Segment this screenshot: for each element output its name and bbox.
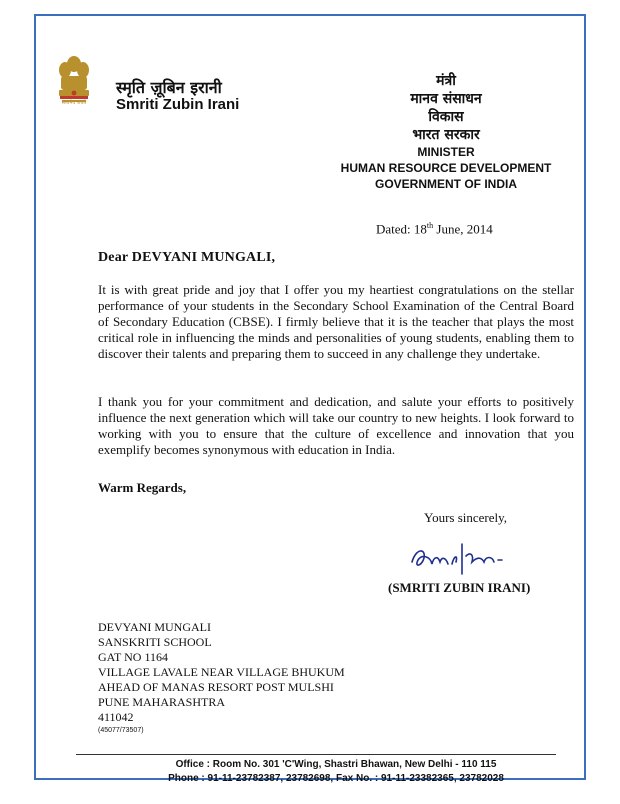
- recipient-address: [98, 620, 345, 725]
- footer-office: Office : Room No. 301 'C'Wing, Shastri Bhawan, New Delhi - 110 115: [175, 759, 497, 770]
- warm-regards: Warm Regards,: [98, 480, 187, 495]
- ministry-line-1: मंत्री: [436, 73, 456, 89]
- signature: [406, 534, 514, 578]
- reference-code: (45077/73507): [98, 727, 144, 734]
- ministry-block: [326, 72, 566, 192]
- footer: [76, 758, 596, 786]
- national-emblem-icon: [56, 54, 92, 116]
- date-suffix: th: [426, 221, 434, 230]
- yours-sincerely: Yours sincerely,: [424, 510, 508, 525]
- address-line: AHEAD OF MANAS RESORT POST MULSHI: [98, 680, 334, 694]
- sender-name-hindi: स्मृति ज़ूबिन इरानी: [116, 78, 222, 97]
- paragraph-1: It is with great pride and joy that I offer you my heartiest congratulations on the stellar performance of your students in the Secondary School Examination of the Central Board of Secondary Education (CBSE). I firmly believe that it is the teacher that plays the most critical role in influencing the minds and personalities of young students, enabling them to discover their talents and preparing them to succeed in any challenge they undertake.: [98, 282, 574, 361]
- emblem-motto: सत्यमेव जयते: [61, 100, 87, 106]
- sender-name-english: Smriti Zubin Irani: [116, 96, 240, 113]
- ministry-line-4: भारत सरकार: [412, 127, 480, 143]
- address-line: SANSKRITI SCHOOL: [98, 635, 212, 649]
- address-line: PUNE MAHARASHTRA: [98, 695, 226, 709]
- address-line: GAT NO 1164: [98, 650, 169, 664]
- ministry-line-7: GOVERNMENT OF INDIA: [374, 177, 517, 191]
- salutation: Dear DEVYANI MUNGALI,: [98, 250, 276, 265]
- address-line: VILLAGE LAVALE NEAR VILLAGE BHUKUM: [98, 665, 345, 679]
- letter-date: [376, 221, 493, 237]
- footer-divider: [76, 754, 556, 755]
- address-line: 411042: [98, 710, 134, 724]
- date-rest: June, 2014: [433, 221, 493, 237]
- ministry-line-2: मानव संसाधन: [410, 91, 482, 107]
- date-prefix: Dated: 18: [376, 221, 427, 237]
- ministry-line-5: MINISTER: [417, 145, 475, 159]
- letter-page: [34, 14, 586, 784]
- ministry-line-3: विकास: [428, 109, 464, 125]
- address-line: DEVYANI MUNGALI: [98, 620, 211, 634]
- ministry-line-6: HUMAN RESOURCE DEVELOPMENT: [340, 161, 552, 175]
- footer-phone: Phone : 91-11-23782387, 23782698, Fax No. : 91-11-23382365, 23782028: [168, 773, 504, 784]
- signed-name: (SMRITI ZUBIN IRANI): [388, 580, 531, 595]
- paragraph-2: I thank you for your commitment and dedication, and salute your efforts to positively influence the next generation which will take our country to new heights. I look forward to working with you to ensure that the culture of excellence and innovation that you exemplify becomes synonymous with education in India.: [98, 394, 574, 457]
